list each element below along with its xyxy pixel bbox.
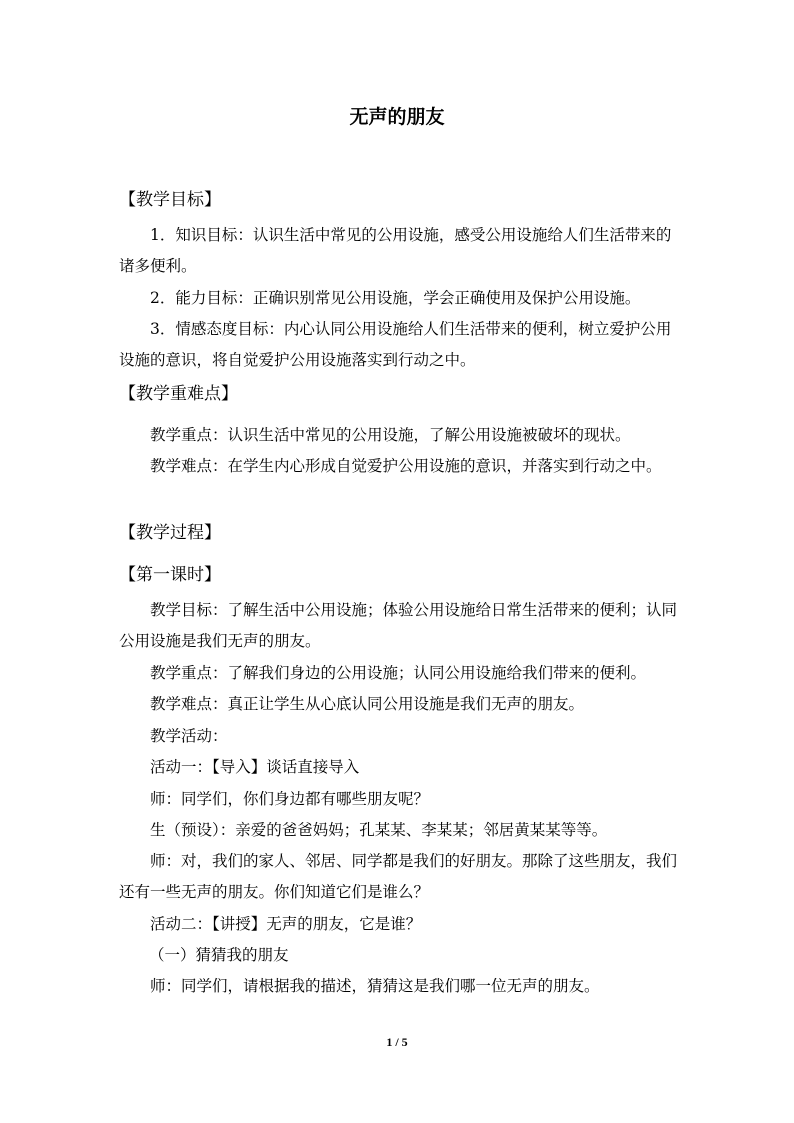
paragraph-subsection-guess: （一）猜猜我的朋友 (149, 946, 289, 964)
paragraph-activities-label: 教学活动： (150, 727, 228, 745)
document-title: 无声的朋友 (349, 106, 445, 128)
paragraph-objective-attitude: 3．情感态度目标：内心认同公用设施给人们生活带来的便利，树立爱护公用设施的意识，将自觉爱护公用设施落实到行动之中。 (119, 320, 672, 369)
paragraph-lesson-key-point: 教学重点：了解我们身边的公用设施；认同公用设施给我们带来的便利。 (150, 664, 647, 682)
paragraph-key-point: 教学重点：认识生活中常见的公用设施，了解公用设施被破坏的现状。 (150, 426, 631, 444)
paragraph-teacher-question: 师：同学们，你们身边都有哪些朋友呢？ (150, 790, 430, 808)
section-heading-process: 【教学过程】 (119, 523, 221, 543)
paragraph-teacher-instruction: 师：同学们，请根据我的描述，猜猜这是我们哪一位无声的朋友。 (150, 977, 600, 995)
paragraph-lesson-difficult-point: 教学难点：真正让学生从心底认同公用设施是我们无声的朋友。 (150, 695, 585, 713)
paragraph-activity-1: 活动一：【导入】谈话直接导入 (150, 758, 360, 776)
paragraph-lesson-objective: 教学目标：了解生活中公用设施；体验公用设施给日常生活带来的便利；认同公用设施是我们无声的朋友。 (119, 601, 678, 650)
paragraph-objective-knowledge: 1．知识目标：认识生活中常见的公用设施，感受公用设施给人们生活带来的诸多便利。 (119, 226, 672, 275)
section-heading-lesson-1: 【第一课时】 (119, 565, 221, 585)
section-heading-objectives: 【教学目标】 (119, 190, 221, 210)
paragraph-student-answer: 生（预设）：亲爱的爸爸妈妈；孔某某、李某某；邻居黄某某等等。 (150, 821, 608, 839)
section-heading-key-points: 【教学重难点】 (119, 384, 238, 404)
page-number: 1 / 5 (386, 1035, 408, 1049)
paragraph-activity-2: 活动二：【讲授】无声的朋友，它是谁？ (150, 915, 422, 933)
paragraph-teacher-response: 师：对，我们的家人、邻居、同学都是我们的好朋友。那除了这些朋友，我们还有一些无声的朋友。你们知道它们是谁么？ (119, 852, 678, 901)
paragraph-difficult-point: 教学难点：在学生内心形成自觉爱护公用设施的意识，并落实到行动之中。 (150, 457, 662, 475)
paragraph-objective-ability: 2．能力目标：正确识别常见公用设施，学会正确使用及保护公用设施。 (150, 289, 641, 307)
